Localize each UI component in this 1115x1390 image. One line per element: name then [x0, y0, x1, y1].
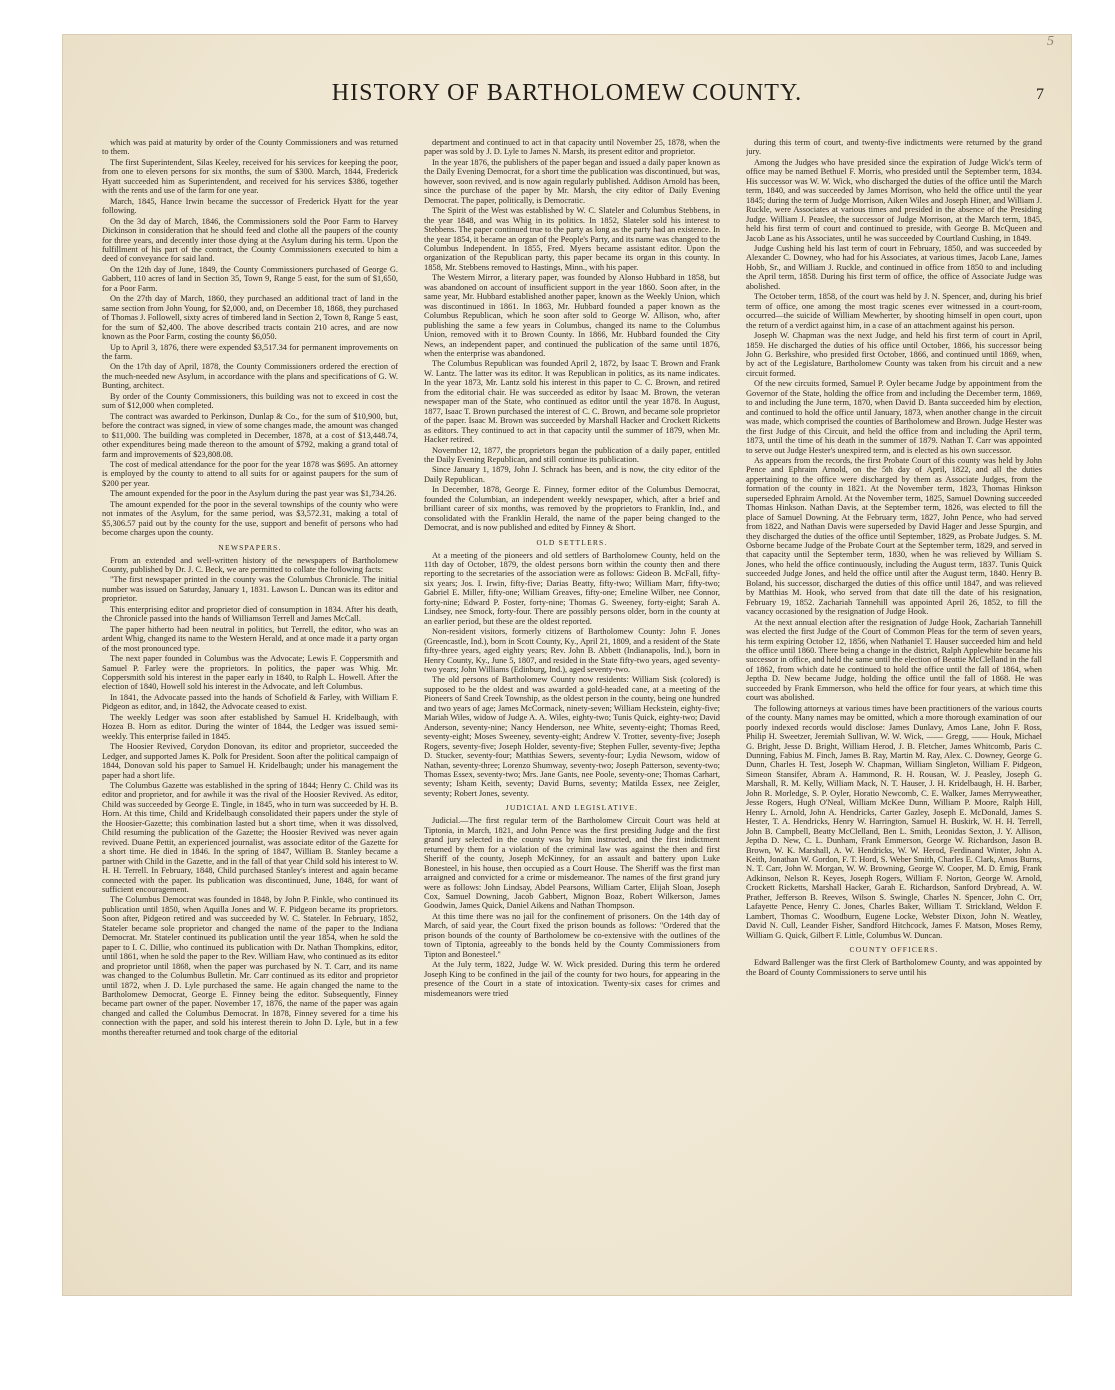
paragraph: At a meeting of the pioneers and old settlers of Bartholomew County, held on the 11th day of October, 1879, the oldest persons born within the county then and there reporting to the secretaries of the association were as follows: Gideon B. McFall, fifty-six years; Jos. I. Irwin, fifty-five; Darias Beatty, fifty-two; William Marr, fifty-two; Gabriel E. Miller, fifty-one; William Greaves, fifty-one; Emeline Wilber, nee Connor, forty-nine; Edward P. Foster, forty-nine; Thomas G. Sweeney, forty-eight; Sarah A. Lindsey, nee Smock, forty-four. There are possibly persons older, born in the county at an earlier period, but these are the oldest reported.	[424, 550, 720, 626]
paragraph: Joseph W. Chapman was the next Judge, and held his first term of court in April, 1859. He discharged the duties of his office until October, 1866, his successor being John G. Berkshire, who presided first October, 1866, and continued until 1869, when, by act of the Legislature, Bartholomew County was taken from his circuit and a new circuit formed.	[746, 331, 1042, 378]
column-3	[746, 138, 1042, 1286]
paragraph: The amount expended for the poor in the Asylum during the past year was $1,734.26.	[110, 489, 397, 499]
paragraph: On the 17th day of April, 1878, the County Commissioners ordered the erection of the much-needed new Asylum, in accordance with the plans and specifications of G. W. Bunting, architect.	[102, 362, 398, 391]
paragraph: which was paid at maturity by order of the County Commissioners and was returned to them.	[102, 138, 398, 157]
paragraph: Judicial.—The first regular term of the Bartholomew Circuit Court was held at Tiptonia, in March, 1821, and John Pence was the first presiding Judge and the first grand jury selected in the county was by him instructed, and the first indictment returned by them for a violation of the criminal law was against the then and first Sheriff of the county, Joseph McKinney, for an assault and battery upon Luke Bonesteel, in his house, then occupied as a Court House. The Sheriff was the first man arraigned and convicted for a crime or misdemeanor. The names of the first grand jury were as follows: John Lindsay, Abdel Pearsons, William Carter, Elijah Sloan, Joseph Cox, Samuel Downing, Jacob Gabbert, Mignon Boaz, Robert Wilkerson, James Goodwin, James Quick, Daniel Aikens and Nathan Thompson.	[424, 816, 720, 911]
paragraph: The weekly Ledger was soon after established by Samuel H. Kridelbaugh, with Hozea B. Horn as editor. During the winter of 1844, the Ledger was issued semi-weekly. This enterprise failed in 1845.	[102, 712, 398, 741]
paragraph: The old persons of Bartholomew County now residents: William Sisk (colored) is supposed to be the oldest and was awarded a gold-headed cane, at a meeting of the Pioneers of Sand Creek Township, as the oldest person in the county, being one hundred and two years of age; James McCormack, ninety-seven; William Heckstein, eighty-five; Mariah Wiles, widow of Judge A. A. Wiles, eighty-two; Tunis Quick, eighty-two; David Anderson, seventy-nine; Nancy Henderson, nee White, seventy-eight; Thomas Reed, seventy-eight; Moses Sweeney, seventy-eight; Andrew V. Trotter, seventy-five; Joseph Rogers, seventy-five; Joseph Holder, seventy-five; Stephen Fuller, seventy-five; Jeptha D. Stucker, seventy-four; Matthias Sewers, seventy-four; Lydia Newsom, widow of Nathan, seventy-three; Lorenzo Shumway, seventy-two; Joseph Patterson, seventy-two; Thomas Essex, seventy-two; Mrs. Jane Gants, nee Poole, seventy-one; Thomas Carhart, seventy; Isham Keith, seventy; David Burns, seventy; Matilda Essex, nee Zeigler, seventy; Robert Jones, seventy.	[424, 675, 720, 798]
paragraph: In the year 1876, the publishers of the paper began and issued a daily paper known as the Daily Evening Democrat, for a short time the publication was discontinued, but was, however, soon revived, and is now again regularly published. Addison Arnold has been, since the purchase of the paper by Mr. Marsh, the city editor of Daily Evening Democrat. The paper, politically, is Democratic.	[424, 157, 720, 205]
paragraph: department and continued to act in that capacity until November 25, 1878, when the paper was sold by J. D. Lyle to James N. Marsh, its present editor and proprietor.	[424, 138, 720, 157]
paragraph: during this term of court, and twenty-five indictments were returned by the grand jury.	[746, 138, 1042, 157]
paragraph: Since January 1, 1879, John J. Schrack has been, and is now, the city editor of the Daily Republican.	[424, 465, 720, 484]
paragraph: March, 1845, Hance Irwin became the successor of Frederick Hyatt for the year following.	[102, 196, 398, 216]
paragraph: On the 27th day of March, 1860, they purchased an additional tract of land in the same section from John Young, for $2,000, and, on December 18, 1868, they purchased of Thomas J. Followell, sixty acres of timbered land in Section 2, Town 8, Range 5 east, for the sum of $2,400. The above described tracts contain 210 acres, and are now known as the Poor Farm, costing the county $6,050.	[102, 294, 398, 342]
page-number: 7	[1036, 86, 1044, 103]
section-heading-old-settlers: OLD SETTLERS.	[536, 537, 608, 547]
page-title: HISTORY OF BARTHOLOMEW COUNTY.	[331, 80, 803, 106]
column-1	[102, 138, 398, 1286]
paragraph: The October term, 1858, of the court was held by J. N. Spencer, and, during his brief term of office, one among the most tragic scenes ever witnessed in a court-room, occurred—the suicide of William Mewherter, by shooting himself in open court, upon the return of a verdict against him, in a case of an attachment against his person.	[746, 292, 1042, 330]
paragraph: "The first newspaper printed in the county was the Columbus Chronicle. The initial number was issued on Saturday, January 1, 1831. Lawson L. Duncan was its editor and proprietor.	[102, 575, 398, 604]
paragraph: The Columbus Gazette was established in the spring of 1844; Henry C. Child was its editor and proprietor, and for awhile it was the rival of the Hoosier Revived. As editor, Child was succeeded by George E. Tingle, in 1845, who in turn was succeeded by H. B. Horn. At this time, Child and Kridelbaugh consolidated their papers under the style of the Hoosier-Gazette; this combination lasted but a short time, when it was dissolved, Child resuming the publication of the Gazette; the Hoosier Revived was never again revived. Duane Pettit, an experienced journalist, was associate editor of the Gazette for a short time. He died in 1846. In the spring of 1847, William B. Stanley became a partner with Child in the Gazette, and in the fall of that year Child sold his interest to W. H. H. Terrell. In February, 1848, Child purchased Stanley's interest and again became connected with the paper. Its publication was discontinued, June, 1848, for want of sufficient encouragement.	[102, 781, 398, 894]
text-columns	[102, 138, 1042, 1286]
paragraph: The cost of medical attendance for the poor for the year 1878 was $695. An attorney is employed by the county to attend to all suits for or against paupers for the sum of $200 per year.	[102, 459, 398, 488]
paragraph: Judge Cushing held his last term of court in February, 1850, and was succeeded by Alexander C. Downey, who had for his Associates, at various times, Jacob Lane, James Hobb, Sr., and William J. Ruckle, and continued in office from 1850 to and including the April term, 1858. During his first term of office, the office of Associate Judge was abolished.	[746, 243, 1042, 291]
document-page	[62, 34, 1072, 1296]
section-heading-judicial: JUDICIAL AND LEGISLATIVE.	[505, 803, 639, 813]
paragraph: Non-resident visitors, formerly citizens of Bartholomew County: John F. Jones (Greencastle, Ind.), born in Scott County, Ky., April 21, 1809, and a resident of the State fifty-three years, aged eighty years; Rev. John B. Abbett (Indianapolis, Ind.), born in Henry County, Ky., June 5, 1807, and resided in the State fifty-two years, aged seventy-two years; John Williams (Edinburg, Ind.), aged seventy-two.	[424, 627, 720, 675]
paragraph: The following attorneys at various times have been practitioners of the various courts of the county. Many names may be omitted, which a more thorough examination of our poorly indexed records would disclose: James Dunlavy, Amos Lane, John F. Ross, Philip H. Sweetzer, Jeremiah Sullivan, W. W. Wick, —— Gregg, —— Houk, Michael G. Bright, Jesse D. Bright, William Herod, J. B. Fletcher, James Whitcomb, Paris C. Dunning, Fabius M. Finch, James B. Ray, Martin M. Ray, Alex. C. Downey, George G. Dunn, Charles H. Test, Joseph W. Chapman, William Singleton, William F. Pidgeon, Simeon Stansifer, Abram A. Hammond, R. H. Rousan, W. J. Peasley, Joseph G. Marshall, R. M. Kelly, William Mack, N. T. Hauser, J. H. Kridelbaugh, H. H. Barber, John R. Morledge, S. P. Oyler, Horatio Newcomb, C. E. Walker, James Merryweather, Jesse Rogers, Hugh O'Neal, William McKee Dunn, William P. Moore, Ralph Hill, Henry L. Arnold, John A. Hendricks, Carter Gazley, Joseph E. McDonald, James S. Hester, T. A. Hendricks, Henry W. Harrington, Samuel H. Buskirk, W. H. H. Terrell, John B. Campbell, Beatty McClelland, Ben L. Smith, Leonidas Sexton, J. Y. Allison, Jeptha D. New, C. L. Dunham, Frank Emmerson, George W. Richardson, Jason B. Brown, W. K. Marshall, A. W. Hendricks, W. W. Herod, Ferdinand Winter, John A. Keith, Jonathan W. Gordon, F. T. Hord, S. Weber Smith, Charles E. Clark, Amos Burns, N. T. Carr, John W. Morgan, W. W. Browning, George W. Cooper, M. D. Emig, Frank Adkinson, Nelson R. Keyes, Joseph Rogers, William F. Norton, George W. Arnold, Crockett Ricketts, Marshall Hacker, Garah E. Richardson, Sanford Drybread, A. W. Prather, Jefferson B. Reeves, Wilson S. Swingle, Charles N. Spencer, John C. Orr, Lafayette Pence, Henry C. Jones, Charles Baker, William T. Strickland, Weldon F. Lambert, Thomas C. Woodburn, Eugene Locke, Webster Dixon, John N. Weatley, David N. Cull, Leander Fisher, Sandford Hitchcock, James F. Matson, Moses Remy, William G. Quick, Gilbert F. Little, Columbus W. Duncan.	[746, 703, 1042, 940]
paragraph: The Hoosier Revived, Corydon Donovan, its editor and proprietor, succeeded the Ledger, and supported James K. Polk for President. Soon after the political campaign of 1844, Donovan sold his paper to Samuel H. Kridelbaugh; under his management the paper had a short life.	[102, 742, 398, 780]
paragraph: November 12, 1877, the proprietors began the publication of a daily paper, entitled the Daily Evening Republican, and still continue its publication.	[424, 445, 720, 464]
paragraph: In 1841, the Advocate passed into the hands of Schofield & Farley, with William F. Pidgeon as editor, and, in 1842, the Advocate ceased to exist.	[102, 692, 398, 712]
section-heading-county-officers: COUNTY OFFICERS.	[849, 945, 939, 955]
paragraph: The Spirit of the West was established by W. C. Slateler and Columbus Stebbens, in the year 1848, and was Whig in its politics. In 1852, Slateler sold his interest to Stebbens. The paper continued true to the party as long as the party had an existence. In the year 1854, it became an organ of the People's Party, and its name was changed to the Columbus Independent. In 1855, Fred. Myers became assistant editor. Upon the organization of the Republican party, this paper became its organ in this county. In 1858, Mr. Stebbens removed to Hastings, Minn., with his paper.	[424, 206, 720, 272]
paragraph: The next paper founded in Columbus was the Advocate; Lewis F. Coppersmith and Samuel P. Farley were the proprietors. In politics, the paper was Whig. Mr. Coppersmith sold his interest in the paper early in 1840, to Ralph L. Howell. After the election of 1840, Howell sold his interest in the Advocate, and left Columbus.	[102, 654, 398, 692]
paragraph: The Columbus Republican was founded April 2, 1872, by Isaac T. Brown and Frank W. Lantz. The latter was its editor. It was Republican in politics, as its name indicates. In the year 1873, Mr. Lantz sold his interest in this paper to C. C. Brown, and retired from the editorial chair. He was succeeded as editor by Isaac M. Brown, the veteran newspaper man of the State, who continued as editor until the year 1878. In August, 1877, Isaac T. Brown purchased the interest of C. C. Brown, and became sole proprietor of the paper. Isaac M. Brown was succeeded by Marshall Hacker and Crockett Ricketts as editors. They continued to act in that capacity until the summer of 1879, when Mr. Hacker retired.	[424, 359, 720, 445]
paragraph: At the next annual election after the resignation of Judge Hook, Zachariah Tannehill was elected the first Judge of the Court of Common Pleas for the term of seven years, his term expiring October 12, 1856, when Nathaniel T. Hauser succeeded him and held the office until 1860. There being a change in the district, Ralph Applewhite became his successor in office, and held the same until the election of Beattie McClelland in the fall of 1862, from which date he continued to hold the office until the fall of 1864, when Jeptha D. New became Judge, holding the office until the fall of 1868. He was succeeded by Frank Emmerson, who held the office for four years, at which time this court was abolished.	[746, 617, 1042, 703]
paragraph: Edward Ballenger was the first Clerk of Bartholomew County, and was appointed by the Board of County Commissioners to serve until his	[746, 958, 1042, 977]
paragraph: Of the new circuits formed, Samuel P. Oyler became Judge by appointment from the Governor of the State, holding the office from and including the December term, 1869, to and including the June term, 1870, when David D. Banta succeeded him by election, and continued to hold the office until January, 1873, when another change in the circuit was made, which comprised the counties of Bartholomew and Brown. Judge Hester was the first Judge of this Circuit, and held the office from and including the April term, 1873, until the time of his death in the summer of 1879. Nathan T. Carr was appointed to serve out Judge Hester's unexpired term, and is elected as his own successor.	[746, 379, 1042, 455]
paragraph: The first Superintendent, Silas Keeley, received for his services for keeping the poor, from one to eleven persons for six months, the sum of $300. March, 1844, Frederick Hyatt succeeded him as Superintendent, and received for his services $386, together with the rents and use of the farm for one year.	[102, 157, 398, 196]
corner-page-mark: 5	[1047, 34, 1054, 49]
paragraph: The amount expended for the poor in the several townships of the county who were not inmates of the Asylum, for the same period, was $3,572.31, making a total of $5,306.57 paid out by the county for the use, support and benefit of persons who had become charges upon the county.	[102, 499, 398, 538]
paragraph: In December, 1878, George E. Finney, former editor of the Columbus Democrat, founded the Columbian, an independent weekly newspaper, which, after a brief and brilliant career of six months, was removed by the proprietors to Franklin, Ind., and consolidated with the Franklin Herald, the name of the paper being changed to the Democrat, and is now published and edited by Finney & Short.	[424, 485, 720, 533]
paragraph: Up to April 3, 1876, there were expended $3,517.34 for permanent improvements on the farm.	[102, 342, 398, 361]
paragraph: Among the Judges who have presided since the expiration of Judge Wick's term of office may be named Bethuel F. Morris, who presided until the September term, 1834. His successor was W. W. Wick, who discharged the duties of the office until the March term, 1840, and was succeeded by James Morrison, who held the office until the year 1845; during the term of Judge Morrison, Aiken Wiles and Joseph Hiner, and William J. Ruckle, were Associates at various times and presided in the absence of the Presiding Judge. William J. Peaslee, the successor of Judge Morrison, at the March term, 1845, held his first term of court and continued to preside, with George B. McQueen and Jacob Lane as his Associates, until he was succeeded by Courtland Cushing, in 1849.	[746, 157, 1042, 243]
paragraph: At this time there was no jail for the confinement of prisoners. On the 14th day of March, of said year, the Court fixed the prison bounds as follows: "Ordered that the prison bounds of the county of Bartholomew be co-extensive with the outlines of the town of Tiptonia, agreeably to the bonds held by the County Commissioners from Tipton and Bonesteel."	[424, 911, 720, 959]
paragraph: The paper hitherto had been neutral in politics, but Terrell, the editor, who was an ardent Whig, changed its name to the Western Herald, and at once made it a party organ of the most pronounced type.	[102, 624, 398, 653]
column-2	[424, 138, 720, 1286]
paragraph: The contract was awarded to Perkinson, Dunlap & Co., for the sum of $10,900, but, before the contract was signed, in view of some changes made, the amount was changed to $11,000. The building was completed in December, 1878, at a cost of $13,448.74, other expenditures being made thereon to the amount of $792, making a grand total of farm and improvements of $23,808.08.	[102, 411, 398, 459]
paragraph: This enterprising editor and proprietor died of consumption in 1834. After his death, the Chronicle passed into the hands of Williamson Terrell and James McCall.	[102, 604, 398, 624]
paragraph: As appears from the records, the first Probate Court of this county was held by John Pence and Ephraim Arnold, on the 5th day of April, 1822, and all the duties appertaining to the office were discharged by them as Associate Judges, from the formation of the county in 1821. At the November term, 1823, Thomas Hinkson superseded Ephraim Arnold. At the November term, 1825, Samuel Downing succeeded Thomas Hinkson. Nathan Davis, at the September term, 1826, was elected to fill the place of Samuel Downing. At the February term, 1827, John Pence, who had served from 1822, and Nathan Davis were superseded by David Hager and Jesse Spurgin, and they discharged the duties of the office until September, 1829, as Probate Judges. S. M. Osborne became Judge of the Probate Court at the September term, 1829, and served in that capacity until the September term, 1830, when he was relieved by William S. Jones, who held the office continuously, including the August term, 1837. Tunis Quick succeeded Judge Jones, and held the office until after the August term, 1840. Henry B. Boland, his successor, discharged the duties of this office until 1847, and was relieved by Matthias M. Hook, who served from that date till the date of his resignation, February 19, 1852. Zachariah Tannehill was appointed April 26, 1852, to fill the vacancy occasioned by the resignation of Judge Hook.	[746, 455, 1042, 617]
section-heading-newspapers: NEWSPAPERS.	[218, 542, 282, 552]
paragraph: The Western Mirror, a literary paper, was founded by Alonso Hubbard in 1858, but was abandoned on account of insufficient support in the year 1860. Soon after, in the same year, Mr. Hubbard established another paper, known as the Weekly Union, which was discontinued in 1861. In 1863, Mr. Hubbard founded a paper known as the Columbus Republican, which he soon after sold to George W. Allison, who, after publishing the same a few years in Columbus, changed its name to the Columbus Union, removed with it to Brown County. In 1866, Mr. Hubbard founded the City News, an independent paper, and continued the publication of the same until 1876, when the enterprise was abandoned.	[424, 273, 720, 358]
paragraph: By order of the County Commissioners, this building was not to exceed in cost the sum of $12,000 when completed.	[102, 391, 398, 411]
paragraph: At the July term, 1822, Judge W. W. Wick presided. During this term he ordered Joseph King to be confined in the jail of the county for two hours, for appearing in the presence of the Court in a state of intoxication. Twenty-six cases for crimes and misdemeanors were tried	[424, 960, 720, 998]
paragraph: On the 3d day of March, 1846, the Commissioners sold the Poor Farm to Harvey Dickinson in consideration that he should feed and clothe all the paupers of the county for three years, and decently inter those dying at the Asylum during his term. Upon the fulfillment of his part of the contract, the County Commissioners executed to him a deed of conveyance for said land.	[102, 216, 398, 264]
paragraph: From an extended and well-written history of the newspapers of Bartholomew County, published by Dr. J. C. Beck, we are permitted to collate the following facts:	[102, 555, 398, 575]
paragraph: On the 12th day of June, 1849, the County Commissioners purchased of George G. Gabbert, 110 acres of land in Section 35, Town 9, Range 5 east, for the sum of $1,650, for a Poor Farm.	[102, 264, 398, 293]
paragraph: The Columbus Democrat was founded in 1848, by John P. Finkle, who continued its publication until 1850, when Aquilla Jones and W. F. Pidgeon became its proprietors. Soon after, Pidgeon retired and was succeeded by W. C. Stateler. In February, 1852, Stateler became sole proprietor and changed the name of the paper to the Indiana Democrat. Mr. Stateler continued its publication until the year 1854, when he sold the paper to I. C. Dillie, who continued its publication with Dr. Nathan Thompkins, editor, until 1861, when he sold the paper to the Rev. William Haw, who continued as its editor and proprietor until 1868, when the paper was purchased by N. T. Carr, and its name was changed to the Columbus Bulletin. Mr. Carr continued as its editor and proprietor until 1872, when J. D. Lyle purchased the same. He again changed the name to the Bartholomew Democrat, George E. Finney being the editor. Subsequently, Finney became part owner of the paper. November 17, 1876, the name of the paper was again changed and called the Columbus Democrat. In 1878, Finney severed for a time his connection with the paper, and sold his interest therein to John D. Lyle, but in a few months thereafter returned and took charge of the editorial	[102, 895, 398, 1037]
